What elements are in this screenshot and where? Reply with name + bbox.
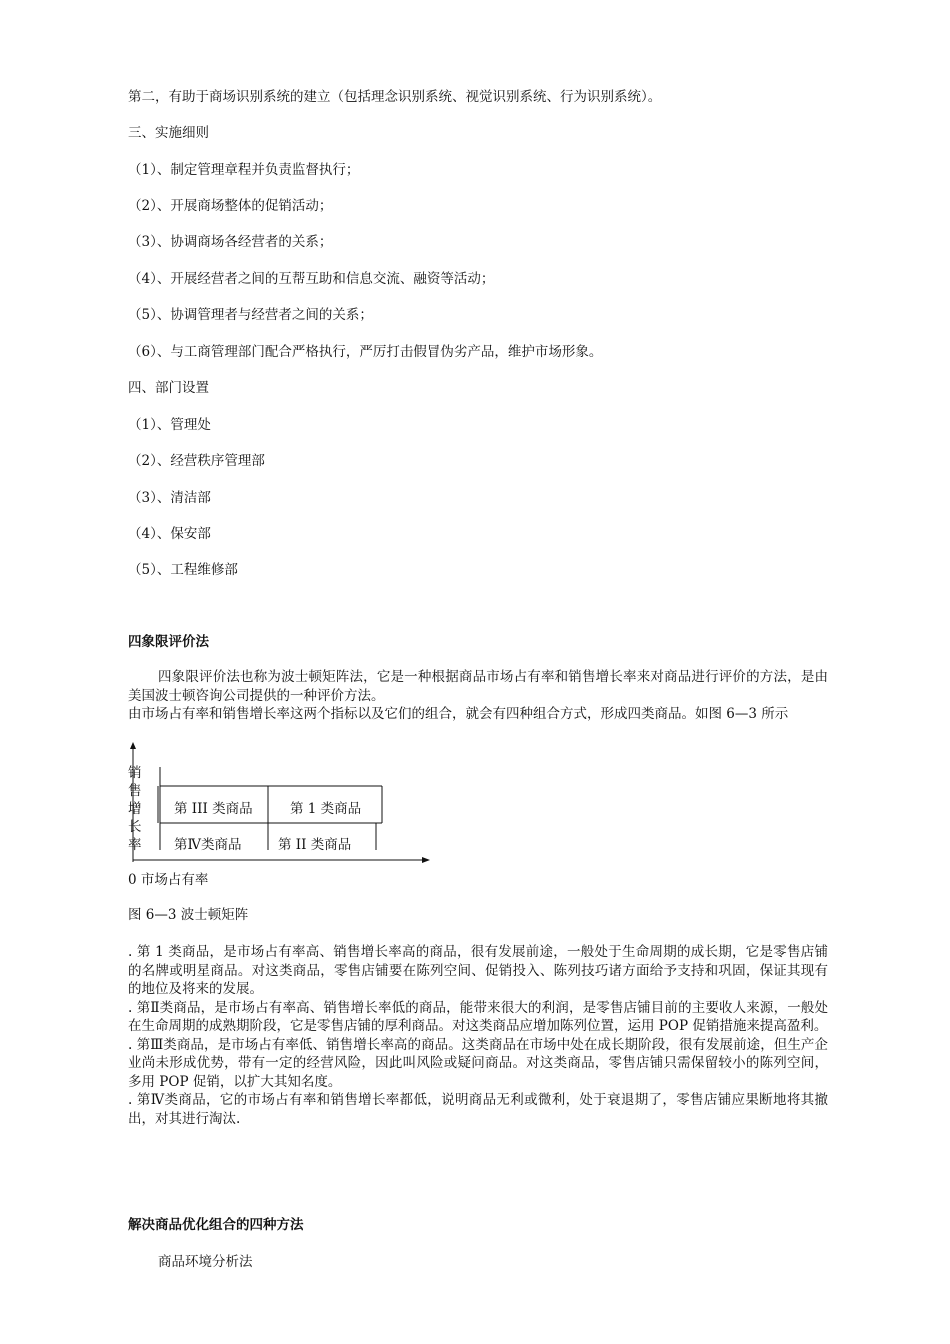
- category-1-description: . 第 1 类商品，是市场占有率高、销售增长率高的商品，很有发展前途，一般处于生命周期的成长期，它是零售店铺的名牌或明星商品。对这类商品，零售店铺要在陈列空间、促销投入、陈列技巧诸方面给予支持和巩固，保证其现有的地位及将来的发展。: [128, 944, 828, 997]
- intro-paragraph-2: 由市场占有率和销售增长率这两个指标以及它们的组合，就会有四种组合方式，形成四类商品。如图 6—3 所示: [128, 706, 789, 722]
- bcg-matrix-diagram: [128, 742, 438, 870]
- category-3-description: . 第Ⅲ类商品，是市场占有率低、销售增长率高的商品。这类商品在市场中处在成长期阶段，很有发展前途，但生产企业尚未形成优势，带有一定的经营风险，因此叫风险或疑问商品。对这类商品，零售店铺只需保留较小的陈列空间，多用 POP 促销，以扩大其知名度。: [128, 1036, 828, 1090]
- y-axis-char: 长: [128, 819, 142, 835]
- section-heading-four-quadrant: 四象限评价法: [128, 634, 209, 650]
- y-axis-char: 售: [128, 783, 142, 799]
- x-axis-label: 0 市场占有率: [128, 872, 209, 888]
- quadrant-bottom-right: 第 II 类商品: [278, 837, 352, 853]
- list-item: （5）、工程维修部: [128, 562, 238, 578]
- list-item: （4）、保安部: [128, 526, 211, 542]
- text-line: 第二，有助于商场识别系统的建立（包括理念识别系统、视觉识别系统、行为识别系统）。: [128, 89, 662, 105]
- section-heading-implementation: 三、实施细则: [128, 125, 209, 141]
- category-descriptions: [128, 943, 828, 1128]
- section-heading-optimization: 解决商品优化组合的四种方法: [128, 1217, 304, 1233]
- section-heading-departments: 四、部门设置: [128, 380, 209, 396]
- y-axis-char: 增: [128, 801, 142, 817]
- list-item: （5）、协调管理者与经营者之间的关系；: [128, 307, 373, 323]
- method-item: 商品环境分析法: [158, 1254, 253, 1270]
- list-item: （4）、开展经营者之间的互帮互助和信息交流、融资等活动；: [128, 271, 495, 287]
- list-item: （3）、协调商场各经营者的关系；: [128, 234, 333, 250]
- figure-caption: 图 6—3 波士顿矩阵: [128, 907, 249, 923]
- quadrant-bottom-left: 第Ⅳ类商品: [174, 837, 242, 853]
- intro-block: [128, 668, 828, 724]
- list-item: （1）、管理处: [128, 417, 211, 433]
- category-2-description: . 第Ⅱ类商品，是市场占有率高、销售增长率低的商品，能带来很大的利润，是零售店铺目前的主要收人来源，一般处在生命周期的成熟期阶段，它是零售店铺的厚利商品。对这类商品应增加陈列位置，运用 POP 促销措施来提高盈利。: [128, 999, 828, 1034]
- list-item: （6）、与工商管理部门配合严格执行，严厉打击假冒伪劣产品，维护市场形象。: [128, 344, 603, 360]
- list-item: （2）、开展商场整体的促销活动；: [128, 198, 333, 214]
- y-axis-char: 率: [128, 837, 142, 853]
- intro-paragraph-1: 四象限评价法也称为波士顿矩阵法，它是一种根据商品市场占有率和销售增长率来对商品进行评价的方法，是由美国波士顿咨询公司提供的一种评价方法。: [128, 669, 828, 704]
- list-item: （1）、制定管理章程并负责监督执行；: [128, 162, 360, 178]
- quadrant-top-right: 第 1 类商品: [290, 801, 362, 817]
- list-item: （3）、清洁部: [128, 490, 211, 506]
- list-item: （2）、经营秩序管理部: [128, 453, 265, 469]
- quadrant-top-left: 第 III 类商品: [174, 801, 253, 817]
- y-axis-char: 销: [128, 765, 142, 781]
- category-4-description: . 第Ⅳ类商品，它的市场占有率和销售增长率都低，说明商品无利或微利，处于衰退期了，零售店铺应果断地将其撤出，对其进行淘汰.: [128, 1092, 828, 1127]
